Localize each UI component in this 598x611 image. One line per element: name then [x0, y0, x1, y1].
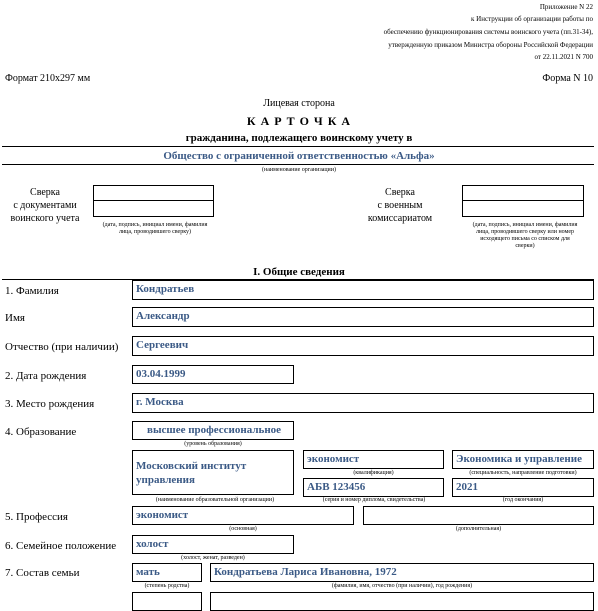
name-label: Имя: [5, 312, 25, 324]
family-relation-field[interactable]: [132, 563, 202, 582]
appendix-line: утвержденную приказом Министра обороны Российской Федерации: [388, 41, 593, 49]
divider: [2, 164, 594, 165]
profession-additional-caption: (дополнительная): [455, 526, 502, 532]
family-status-caption: (холост, женат, разведен): [181, 555, 245, 561]
birth-date-field[interactable]: [132, 365, 294, 384]
divider: [2, 146, 594, 147]
family-status-value: холост: [136, 538, 169, 550]
specialty-field[interactable]: [452, 450, 594, 469]
profession-main-field[interactable]: [132, 506, 354, 525]
qualification-caption: (квалификация): [353, 470, 394, 476]
recon-left-line: Сверка: [30, 187, 60, 198]
birth-date-value: 03.04.1999: [136, 368, 186, 380]
education-level-field[interactable]: [132, 421, 294, 440]
patronymic-label: Отчество (при наличии): [5, 341, 119, 353]
caption-line: сверки): [515, 243, 535, 249]
institution-caption: (наименование образовательной организации): [155, 497, 275, 503]
recon-right-field[interactable]: [462, 185, 584, 217]
graduation-year-field[interactable]: [452, 478, 594, 497]
caption-line: (дата, подпись, инициал имени, фамилия: [472, 222, 578, 228]
patronymic-field[interactable]: [132, 336, 594, 356]
side-label: Лицевая сторона: [263, 98, 335, 109]
recon-left-label: [5, 186, 85, 225]
surname-field[interactable]: [132, 280, 594, 300]
birth-place-value: г. Москва: [136, 396, 184, 408]
name-field[interactable]: [132, 307, 594, 327]
recon-right-line: с военным: [377, 200, 423, 211]
graduation-year-caption: (год окончания): [502, 497, 544, 503]
appendix-line: от 22.11.2021 N 700: [534, 53, 593, 61]
appendix-line: Приложение N 22: [539, 3, 593, 11]
format-label: Формат 210х297 мм: [5, 73, 91, 84]
recon-right-label: [355, 186, 445, 225]
divider: [93, 200, 214, 201]
institution-value: Московский институт управления: [136, 460, 247, 486]
diploma-field[interactable]: [303, 478, 444, 497]
surname-value: Кондратьев: [136, 283, 195, 295]
card-title: К А Р Т О Ч К А: [246, 114, 352, 128]
family-status-label: 6. Семейное положение: [5, 540, 117, 552]
recon-left-field[interactable]: [93, 185, 214, 217]
recon-left-line: с документами: [13, 200, 77, 211]
caption-line: (дата, подпись, инициал имени, фамилия: [102, 222, 208, 228]
recon-left-line: воинского учета: [10, 213, 80, 224]
appendix-line: к Инструкции об организации работы по: [471, 15, 593, 23]
caption-line: лица, проводившего сверку или номер: [475, 229, 575, 235]
organization-caption: (наименование организации): [262, 167, 336, 173]
section-title: I. Общие сведения: [253, 266, 345, 278]
recon-right-line: Сверка: [385, 187, 415, 198]
recon-right-caption: [455, 222, 595, 250]
profession-main-value: экономист: [136, 509, 189, 521]
family-label: 7. Состав семьи: [5, 567, 80, 579]
family-relation-value: мать: [136, 566, 160, 578]
diploma-value: АБВ 123456: [307, 481, 366, 493]
graduation-year-value: 2021: [456, 481, 478, 493]
diploma-caption: (серия и номер диплома, свидетельства): [322, 497, 426, 503]
family-member-caption: (фамилия, имя, отчество (при наличии), год рождения): [331, 583, 473, 589]
family-member-value: Кондратьева Лариса Ивановна, 1972: [214, 566, 397, 578]
specialty-value: Экономика и управление: [456, 453, 582, 465]
appendix-line: обеспечению функционирования системы воинского учета (пп.31-34),: [383, 28, 593, 36]
caption-line: лица, проводившего сверку): [118, 229, 192, 235]
qualification-field[interactable]: [303, 450, 444, 469]
divider: [462, 200, 584, 201]
form-number: Форма N 10: [542, 73, 593, 84]
profession-main-caption: (основная): [229, 526, 257, 532]
family-relation-caption: (степень родства): [144, 583, 190, 589]
family-relation-field[interactable]: [132, 592, 202, 611]
birth-date-label: 2. Дата рождения: [5, 370, 87, 382]
education-level-value: высшее профессиональное: [147, 424, 282, 436]
birth-place-field[interactable]: [132, 393, 594, 413]
patronymic-value: Сергеевич: [136, 339, 189, 351]
recon-left-caption: [90, 222, 220, 236]
caption-line: исходящего письма со списком для: [480, 236, 570, 242]
recon-right-line: комиссариатом: [367, 213, 433, 224]
profession-additional-field[interactable]: [363, 506, 594, 525]
organization-name: Общество с ограниченной ответственностью «Альфа»: [163, 150, 435, 162]
family-member-field[interactable]: [210, 592, 594, 611]
qualification-value: экономист: [307, 453, 360, 465]
family-status-field[interactable]: [132, 535, 294, 554]
family-member-field[interactable]: [210, 563, 594, 582]
institution-field[interactable]: [132, 450, 294, 495]
birth-place-label: 3. Место рождения: [5, 398, 95, 410]
surname-label: 1. Фамилия: [5, 285, 59, 297]
specialty-caption: (специальность, направление подготовки): [469, 470, 577, 476]
profession-label: 5. Профессия: [5, 511, 68, 523]
education-label: 4. Образование: [5, 426, 77, 438]
name-value: Александр: [136, 310, 190, 322]
education-level-caption: (уровень образования): [184, 441, 242, 447]
card-subtitle: гражданина, подлежащего воинскому учету в: [185, 132, 413, 144]
